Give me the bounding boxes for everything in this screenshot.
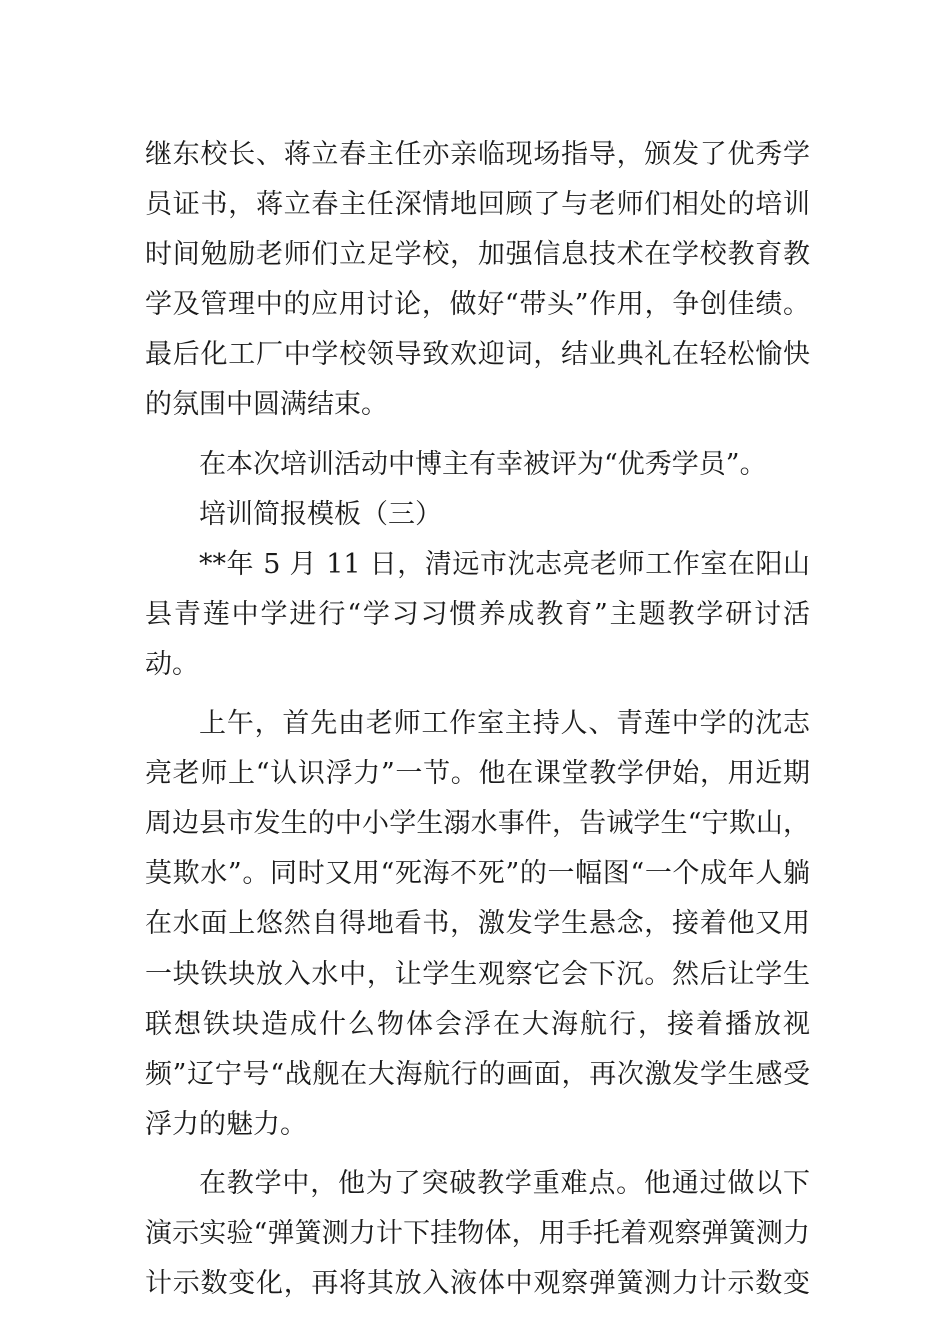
paragraph-ceremony-continuation: 继东校长、蒋立春主任亦亲临现场指导，颁发了优秀学员证书，蒋立春主任深情地回顾了与老师们相处的培训时间勉励老师们立足学校，加强信息技术在学校教育教学及管理中的应用讨论，做好“带头”作用，争创佳绩。最后化工厂中学校领导致欢迎词，结业典礼在轻松愉快的氛围中圆满结束。 bbox=[145, 139, 810, 421]
paragraph-teaching-demo: 在教学中，他为了突破教学重难点。他通过做以下演示实验“弹簧测力计下挂物体，用手托着观察弹簧测力计示数变化，再将其放入液体中观察弹簧测力计示数变 bbox=[145, 1167, 810, 1300]
paragraph-excellent-trainee: 在本次培训活动中博主有幸被评为“优秀学员”。 bbox=[199, 448, 767, 480]
document-body bbox=[145, 130, 810, 1309]
paragraph-morning-lesson: 上午，首先由老师工作室主持人、青莲中学的沈志亮老师上“认识浮力”一节。他在课堂教学伊始，用近期周边县市发生的中小学生溺水事件，告诫学生“宁欺山，莫欺水”。同时又用“死海不死”的一幅图“一个成年人躺在水面上悠然自得地看书，激发学生悬念，接着他又用一块铁块放入水中，让学生观察它会下沉。然后让学生联想铁块造成什么物体会浮在大海航行，接着播放视频”辽宁号“战舰在大海航行的画面，再次激发学生感受浮力的魅力。 bbox=[145, 708, 810, 1140]
paragraph-event-intro: **年 5 月 11 日，清远市沈志亮老师工作室在阳山县青莲中学进行“学习习惯养成教育”主题教学研讨活动。 bbox=[145, 548, 810, 680]
section-heading-template-three: 培训简报模板（三） bbox=[199, 498, 442, 530]
